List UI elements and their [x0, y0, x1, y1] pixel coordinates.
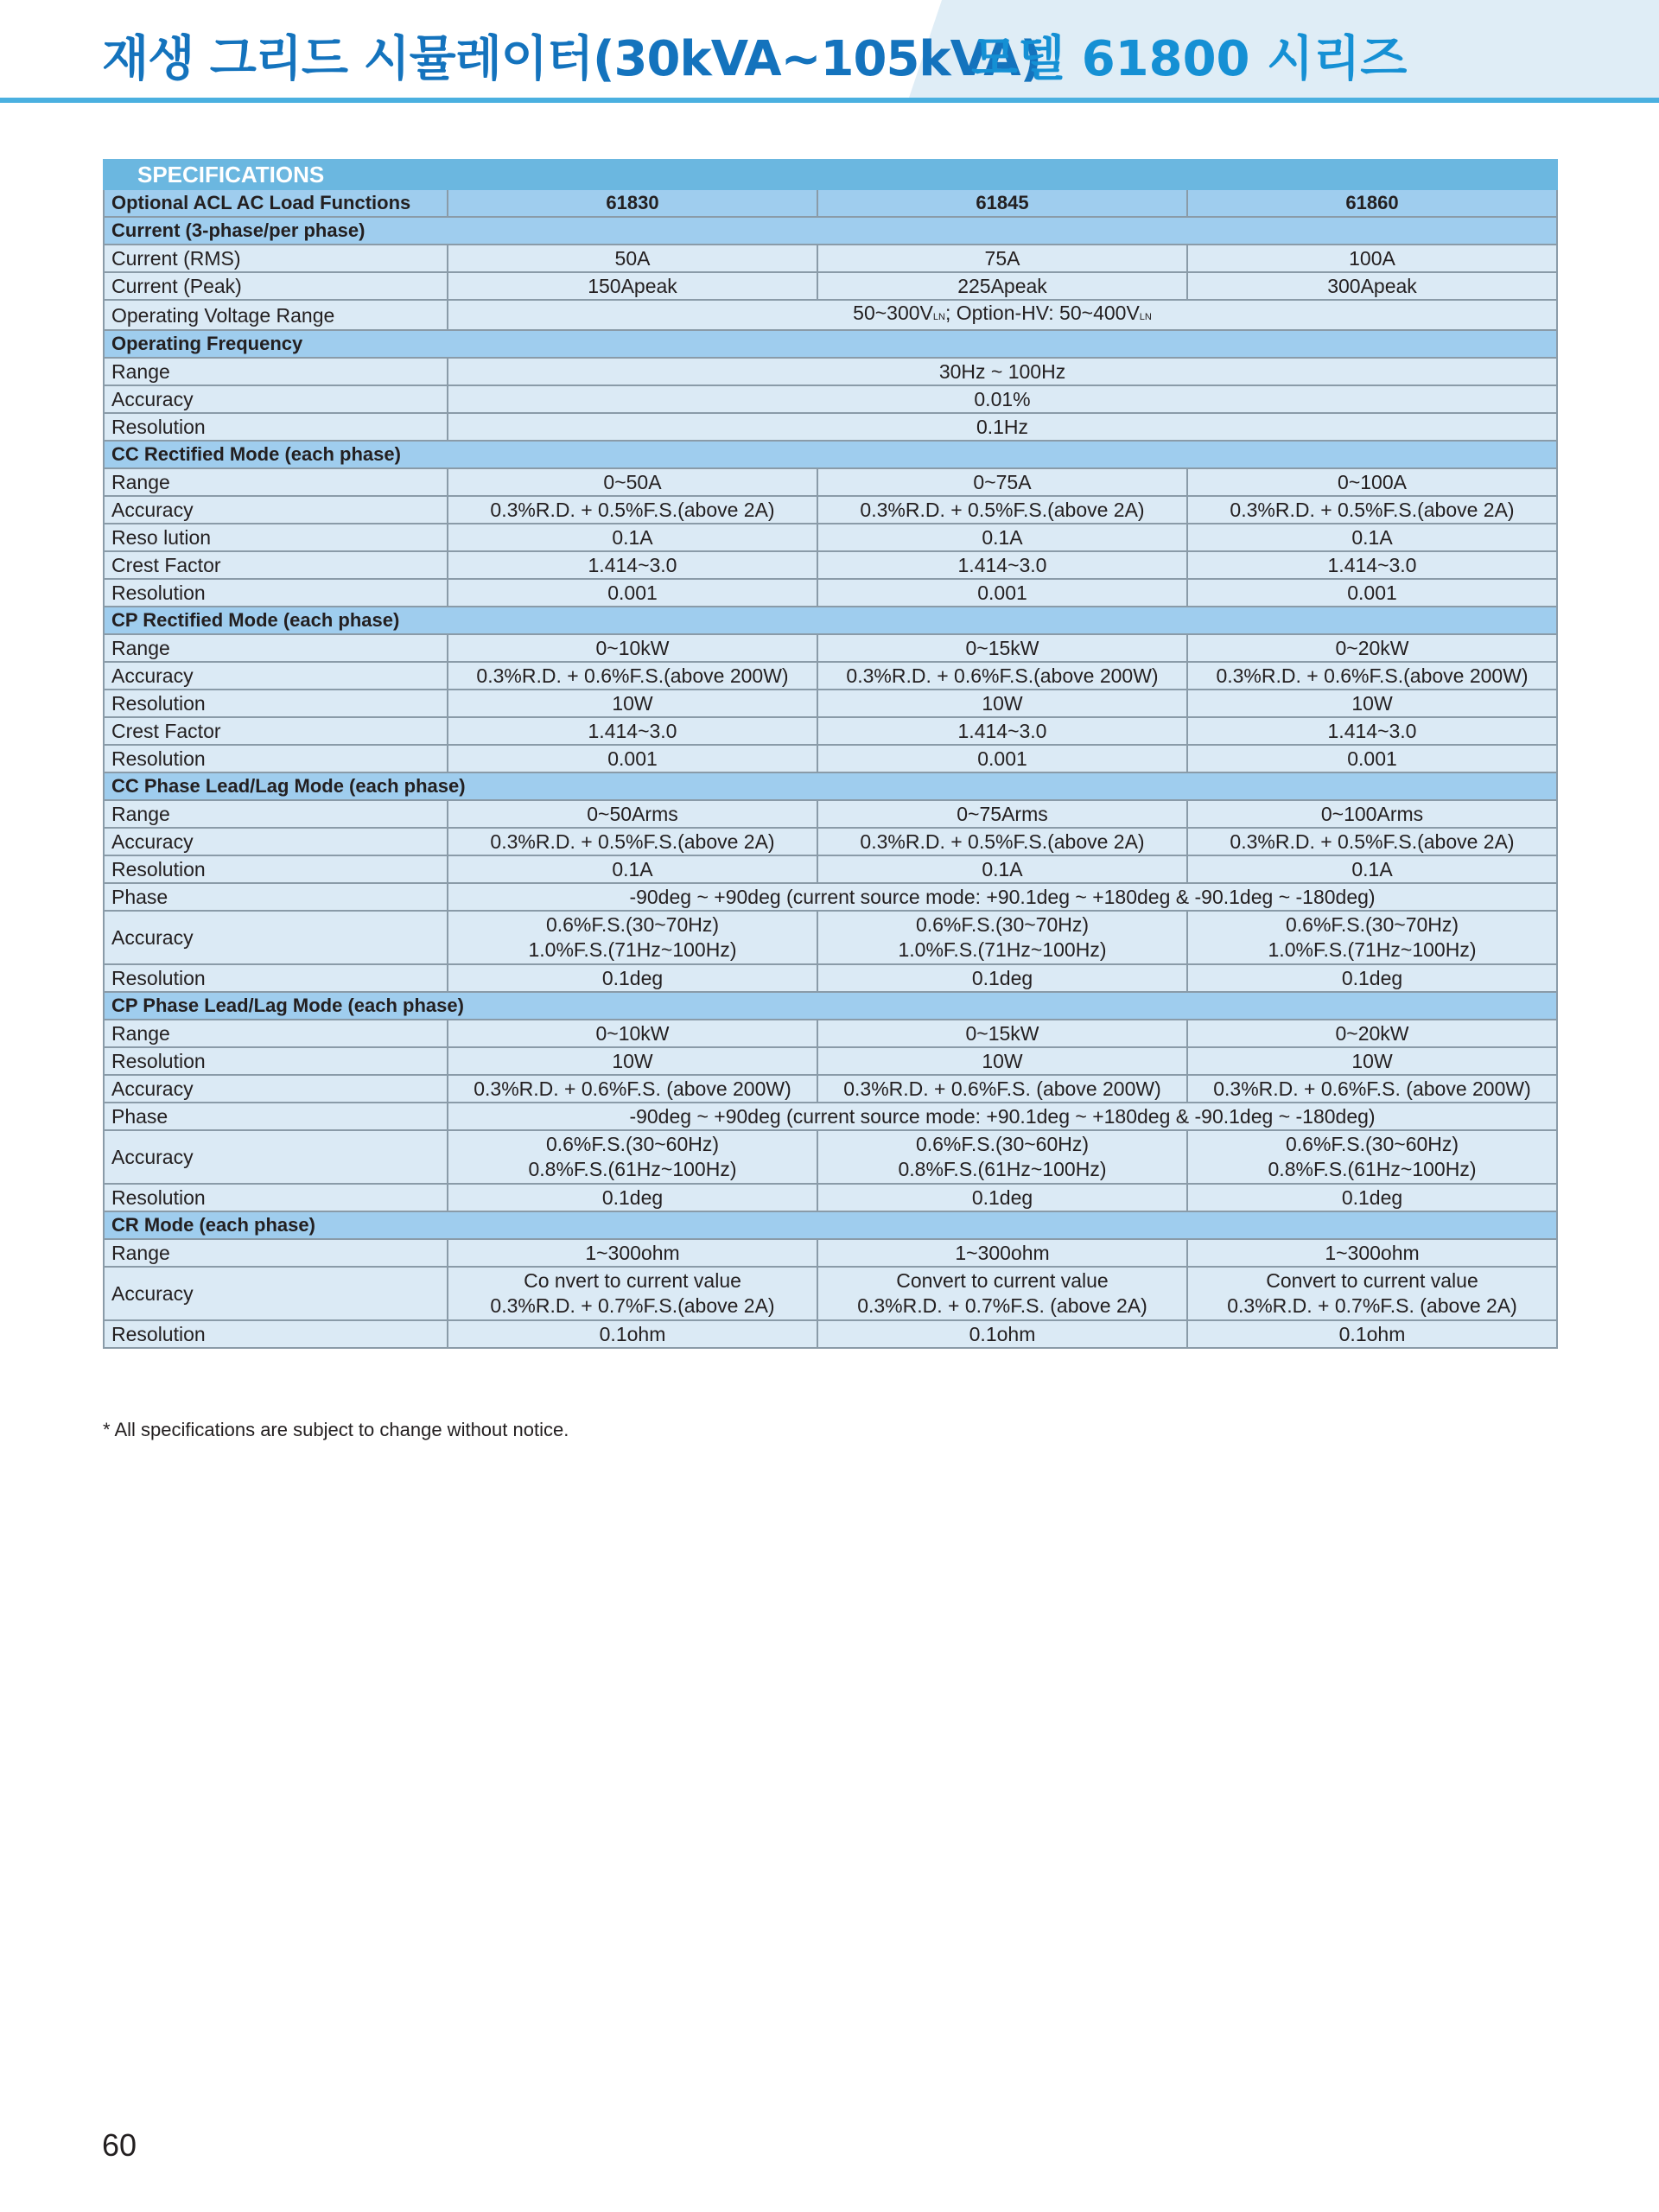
spec-row	[104, 690, 1557, 717]
spec-value-line: Co nvert to current value	[524, 1269, 741, 1292]
spec-row	[104, 413, 1557, 441]
spec-label: Range	[104, 634, 448, 662]
column-header-row	[104, 189, 1557, 217]
spec-row	[104, 1130, 1557, 1184]
spec-value: 300Apeak	[1187, 272, 1557, 300]
specifications-title: SPECIFICATIONS	[104, 160, 1557, 189]
spec-row	[104, 634, 1557, 662]
spec-value	[817, 1267, 1187, 1320]
spec-label: Accuracy	[104, 1267, 448, 1320]
spec-value-line: 0.6%F.S.(30~60Hz)	[545, 1133, 720, 1155]
spec-value: 10W	[1187, 690, 1557, 717]
spec-value: 0.1A	[817, 855, 1187, 883]
spec-value-line: 0.3%R.D. + 0.7%F.S. (above 2A)	[857, 1294, 1147, 1317]
spec-value: 0.1ohm	[817, 1320, 1187, 1348]
header-title: 재생 그리드 시뮬레이터(30kVA~105kVA)	[102, 31, 1042, 87]
spec-value: 0.3%R.D. + 0.5%F.S.(above 2A)	[817, 496, 1187, 524]
section-title: Current (3-phase/per phase)	[104, 217, 1557, 245]
spec-value: 225Apeak	[817, 272, 1187, 300]
spec-value: 0~50Arms	[448, 800, 817, 828]
spec-value-text: ; Option-HV: 50~400V	[944, 302, 1140, 324]
spec-value: 0.3%R.D. + 0.6%F.S. (above 200W)	[1187, 1075, 1557, 1103]
spec-value-text: 0.1Hz	[976, 416, 1029, 438]
spec-row	[104, 524, 1557, 551]
spec-value-all-models	[448, 300, 1557, 330]
spec-value-text: 50~300V	[853, 302, 933, 324]
specifications-table	[103, 159, 1558, 1349]
spec-value: 1.414~3.0	[817, 551, 1187, 579]
spec-row	[104, 911, 1557, 964]
spec-value-line: 0.3%R.D. + 0.7%F.S.(above 2A)	[490, 1294, 775, 1317]
spec-value: 0.1A	[448, 524, 817, 551]
spec-label: Operating Voltage Range	[104, 300, 448, 330]
spec-value: 0.3%R.D. + 0.6%F.S. (above 200W)	[817, 1075, 1187, 1103]
spec-value-line: 0.6%F.S.(30~60Hz)	[1285, 1133, 1459, 1155]
spec-value: 0~20kW	[1187, 1020, 1557, 1047]
spec-row	[104, 1239, 1557, 1267]
spec-value: 0~10kW	[448, 634, 817, 662]
spec-value-line: 0.8%F.S.(61Hz~100Hz)	[528, 1158, 737, 1180]
spec-row	[104, 800, 1557, 828]
column-header-model: 61845	[817, 189, 1187, 217]
spec-value-line: 0.6%F.S.(30~70Hz)	[1285, 913, 1459, 936]
spec-value-line: 1.0%F.S.(71Hz~100Hz)	[528, 938, 737, 961]
column-header-function: Optional ACL AC Load Functions	[104, 189, 448, 217]
spec-value-line: 1.0%F.S.(71Hz~100Hz)	[898, 938, 1107, 961]
spec-value: 0~15kW	[817, 634, 1187, 662]
spec-value: 0~20kW	[1187, 634, 1557, 662]
spec-value-all-models	[448, 358, 1557, 385]
spec-label: Range	[104, 800, 448, 828]
spec-value-text: 30Hz ~ 100Hz	[938, 360, 1066, 383]
section-title: CC Rectified Mode (each phase)	[104, 441, 1557, 468]
spec-value: 100A	[1187, 245, 1557, 272]
spec-label: Crest Factor	[104, 551, 448, 579]
spec-row	[104, 579, 1557, 607]
spec-value-text: 0.01%	[974, 388, 1031, 410]
header-model-series: 모델 61800 시리즈	[971, 31, 1408, 87]
spec-label: Accuracy	[104, 662, 448, 690]
section-header-row	[104, 1211, 1557, 1239]
spec-value	[1187, 911, 1557, 964]
spec-value: 10W	[1187, 1047, 1557, 1075]
spec-value-all-models	[448, 883, 1557, 911]
spec-value-all-models	[448, 413, 1557, 441]
page-header	[0, 0, 1659, 107]
spec-value: 10W	[817, 690, 1187, 717]
spec-value: 0.1A	[448, 855, 817, 883]
spec-value: 10W	[817, 1047, 1187, 1075]
spec-value: 0.3%R.D. + 0.6%F.S.(above 200W)	[1187, 662, 1557, 690]
spec-row	[104, 468, 1557, 496]
spec-value: 75A	[817, 245, 1187, 272]
spec-value-line: 1.0%F.S.(71Hz~100Hz)	[1268, 938, 1477, 961]
spec-value-line: Convert to current value	[896, 1269, 1109, 1292]
spec-label: Resolution	[104, 1320, 448, 1348]
spec-value: 0.1deg	[1187, 964, 1557, 992]
spec-value: 1~300ohm	[817, 1239, 1187, 1267]
spec-value	[448, 1130, 817, 1184]
spec-row	[104, 496, 1557, 524]
spec-row	[104, 245, 1557, 272]
spec-value: 0~75A	[817, 468, 1187, 496]
section-title: CP Rectified Mode (each phase)	[104, 607, 1557, 634]
spec-label: Resolution	[104, 1047, 448, 1075]
spec-value: 0~50A	[448, 468, 817, 496]
spec-value: 0.3%R.D. + 0.6%F.S.(above 200W)	[448, 662, 817, 690]
page-number: 60	[102, 2127, 137, 2163]
spec-label: Current (RMS)	[104, 245, 448, 272]
spec-label: Accuracy	[104, 1130, 448, 1184]
spec-value: 0.001	[1187, 745, 1557, 772]
spec-value: 0.3%R.D. + 0.5%F.S.(above 2A)	[817, 828, 1187, 855]
spec-value	[448, 1267, 817, 1320]
spec-row	[104, 662, 1557, 690]
spec-value-line: 0.3%R.D. + 0.7%F.S. (above 2A)	[1227, 1294, 1517, 1317]
spec-value: 0.001	[817, 745, 1187, 772]
spec-value-line: 0.8%F.S.(61Hz~100Hz)	[1268, 1158, 1477, 1180]
spec-value: 0~75Arms	[817, 800, 1187, 828]
spec-row	[104, 1020, 1557, 1047]
spec-label: Current (Peak)	[104, 272, 448, 300]
spec-row	[104, 1184, 1557, 1211]
spec-value: 0~15kW	[817, 1020, 1187, 1047]
spec-label: Accuracy	[104, 385, 448, 413]
spec-value	[1187, 1130, 1557, 1184]
section-title: Operating Frequency	[104, 330, 1557, 358]
spec-row	[104, 1267, 1557, 1320]
spec-label: Phase	[104, 1103, 448, 1130]
spec-value: 0.1deg	[817, 1184, 1187, 1211]
spec-row	[104, 745, 1557, 772]
spec-row	[104, 717, 1557, 745]
spec-value-line: Convert to current value	[1266, 1269, 1478, 1292]
spec-value-line: 0.6%F.S.(30~70Hz)	[545, 913, 720, 936]
spec-label: Phase	[104, 883, 448, 911]
specifications-title-row	[104, 160, 1557, 189]
spec-label: Resolution	[104, 579, 448, 607]
section-header-row	[104, 992, 1557, 1020]
spec-label: Accuracy	[104, 828, 448, 855]
spec-row	[104, 272, 1557, 300]
spec-value	[817, 1130, 1187, 1184]
spec-value: 0.3%R.D. + 0.6%F.S.(above 200W)	[817, 662, 1187, 690]
spec-value	[1187, 1267, 1557, 1320]
spec-row	[104, 1103, 1557, 1130]
spec-value-text: -90deg ~ +90deg (current source mode: +90.1deg ~ +180deg & -90.1deg ~ -180deg)	[629, 1105, 1376, 1128]
spec-value: 10W	[448, 690, 817, 717]
spec-value: 0.1deg	[1187, 1184, 1557, 1211]
spec-row	[104, 1320, 1557, 1348]
spec-value: 1~300ohm	[448, 1239, 817, 1267]
spec-value-line: 0.6%F.S.(30~60Hz)	[915, 1133, 1090, 1155]
section-header-row	[104, 772, 1557, 800]
spec-value: 150Apeak	[448, 272, 817, 300]
spec-value: 1.414~3.0	[448, 551, 817, 579]
spec-value: 0.1ohm	[448, 1320, 817, 1348]
spec-row	[104, 551, 1557, 579]
spec-row	[104, 300, 1557, 330]
spec-value: 0~100Arms	[1187, 800, 1557, 828]
spec-value: 1.414~3.0	[817, 717, 1187, 745]
spec-value: 0.001	[1187, 579, 1557, 607]
spec-value: 50A	[448, 245, 817, 272]
spec-value: 1.414~3.0	[448, 717, 817, 745]
spec-label: Range	[104, 358, 448, 385]
section-title: CC Phase Lead/Lag Mode (each phase)	[104, 772, 1557, 800]
spec-value: 10W	[448, 1047, 817, 1075]
spec-value-all-models	[448, 385, 1557, 413]
spec-value: 0.1deg	[448, 964, 817, 992]
spec-label: Resolution	[104, 745, 448, 772]
column-header-model: 61830	[448, 189, 817, 217]
spec-value-line: 0.6%F.S.(30~70Hz)	[915, 913, 1090, 936]
section-header-row	[104, 607, 1557, 634]
spec-row	[104, 358, 1557, 385]
spec-value	[448, 911, 817, 964]
spec-value: 0.001	[448, 579, 817, 607]
section-title: CR Mode (each phase)	[104, 1211, 1557, 1239]
section-header-row	[104, 330, 1557, 358]
spec-label: Accuracy	[104, 911, 448, 964]
spec-label: Crest Factor	[104, 717, 448, 745]
section-header-row	[104, 441, 1557, 468]
section-title: CP Phase Lead/Lag Mode (each phase)	[104, 992, 1557, 1020]
spec-value: 0.1deg	[448, 1184, 817, 1211]
spec-value: 0.3%R.D. + 0.5%F.S.(above 2A)	[448, 496, 817, 524]
spec-label: Resolution	[104, 964, 448, 992]
spec-value: 0.3%R.D. + 0.5%F.S.(above 2A)	[448, 828, 817, 855]
spec-label: Accuracy	[104, 496, 448, 524]
spec-value: 0.001	[448, 745, 817, 772]
spec-value-line: 0.8%F.S.(61Hz~100Hz)	[898, 1158, 1107, 1180]
spec-value-text: -90deg ~ +90deg (current source mode: +90.1deg ~ +180deg & -90.1deg ~ -180deg)	[629, 886, 1376, 908]
spec-label: Resolution	[104, 690, 448, 717]
spec-row	[104, 964, 1557, 992]
spec-value: 1.414~3.0	[1187, 551, 1557, 579]
spec-label: Resolution	[104, 413, 448, 441]
spec-label: Reso lution	[104, 524, 448, 551]
subscript-ln: LN	[1139, 312, 1152, 322]
spec-value: 0.1A	[1187, 524, 1557, 551]
spec-row	[104, 1047, 1557, 1075]
spec-value: 0.3%R.D. + 0.5%F.S.(above 2A)	[1187, 828, 1557, 855]
spec-row	[104, 855, 1557, 883]
spec-value: 0.1ohm	[1187, 1320, 1557, 1348]
spec-value: 0~100A	[1187, 468, 1557, 496]
spec-label: Resolution	[104, 855, 448, 883]
spec-value	[817, 911, 1187, 964]
spec-row	[104, 883, 1557, 911]
spec-label: Range	[104, 1020, 448, 1047]
column-header-model: 61860	[1187, 189, 1557, 217]
section-header-row	[104, 217, 1557, 245]
spec-label: Range	[104, 468, 448, 496]
header-underline	[0, 98, 1659, 103]
spec-value: 0.3%R.D. + 0.5%F.S.(above 2A)	[1187, 496, 1557, 524]
spec-value: 0.001	[817, 579, 1187, 607]
spec-value: 0.1A	[1187, 855, 1557, 883]
spec-value: 1~300ohm	[1187, 1239, 1557, 1267]
spec-value: 0.3%R.D. + 0.6%F.S. (above 200W)	[448, 1075, 817, 1103]
spec-value-all-models	[448, 1103, 1557, 1130]
spec-value: 0.1deg	[817, 964, 1187, 992]
spec-row	[104, 385, 1557, 413]
spec-label: Range	[104, 1239, 448, 1267]
footnote: * All specifications are subject to change without notice.	[103, 1419, 569, 1440]
subscript-ln: LN	[932, 312, 945, 322]
spec-label: Resolution	[104, 1184, 448, 1211]
spec-label: Accuracy	[104, 1075, 448, 1103]
spec-row	[104, 1075, 1557, 1103]
spec-value: 0.1A	[817, 524, 1187, 551]
spec-value: 1.414~3.0	[1187, 717, 1557, 745]
spec-value: 0~10kW	[448, 1020, 817, 1047]
spec-row	[104, 828, 1557, 855]
